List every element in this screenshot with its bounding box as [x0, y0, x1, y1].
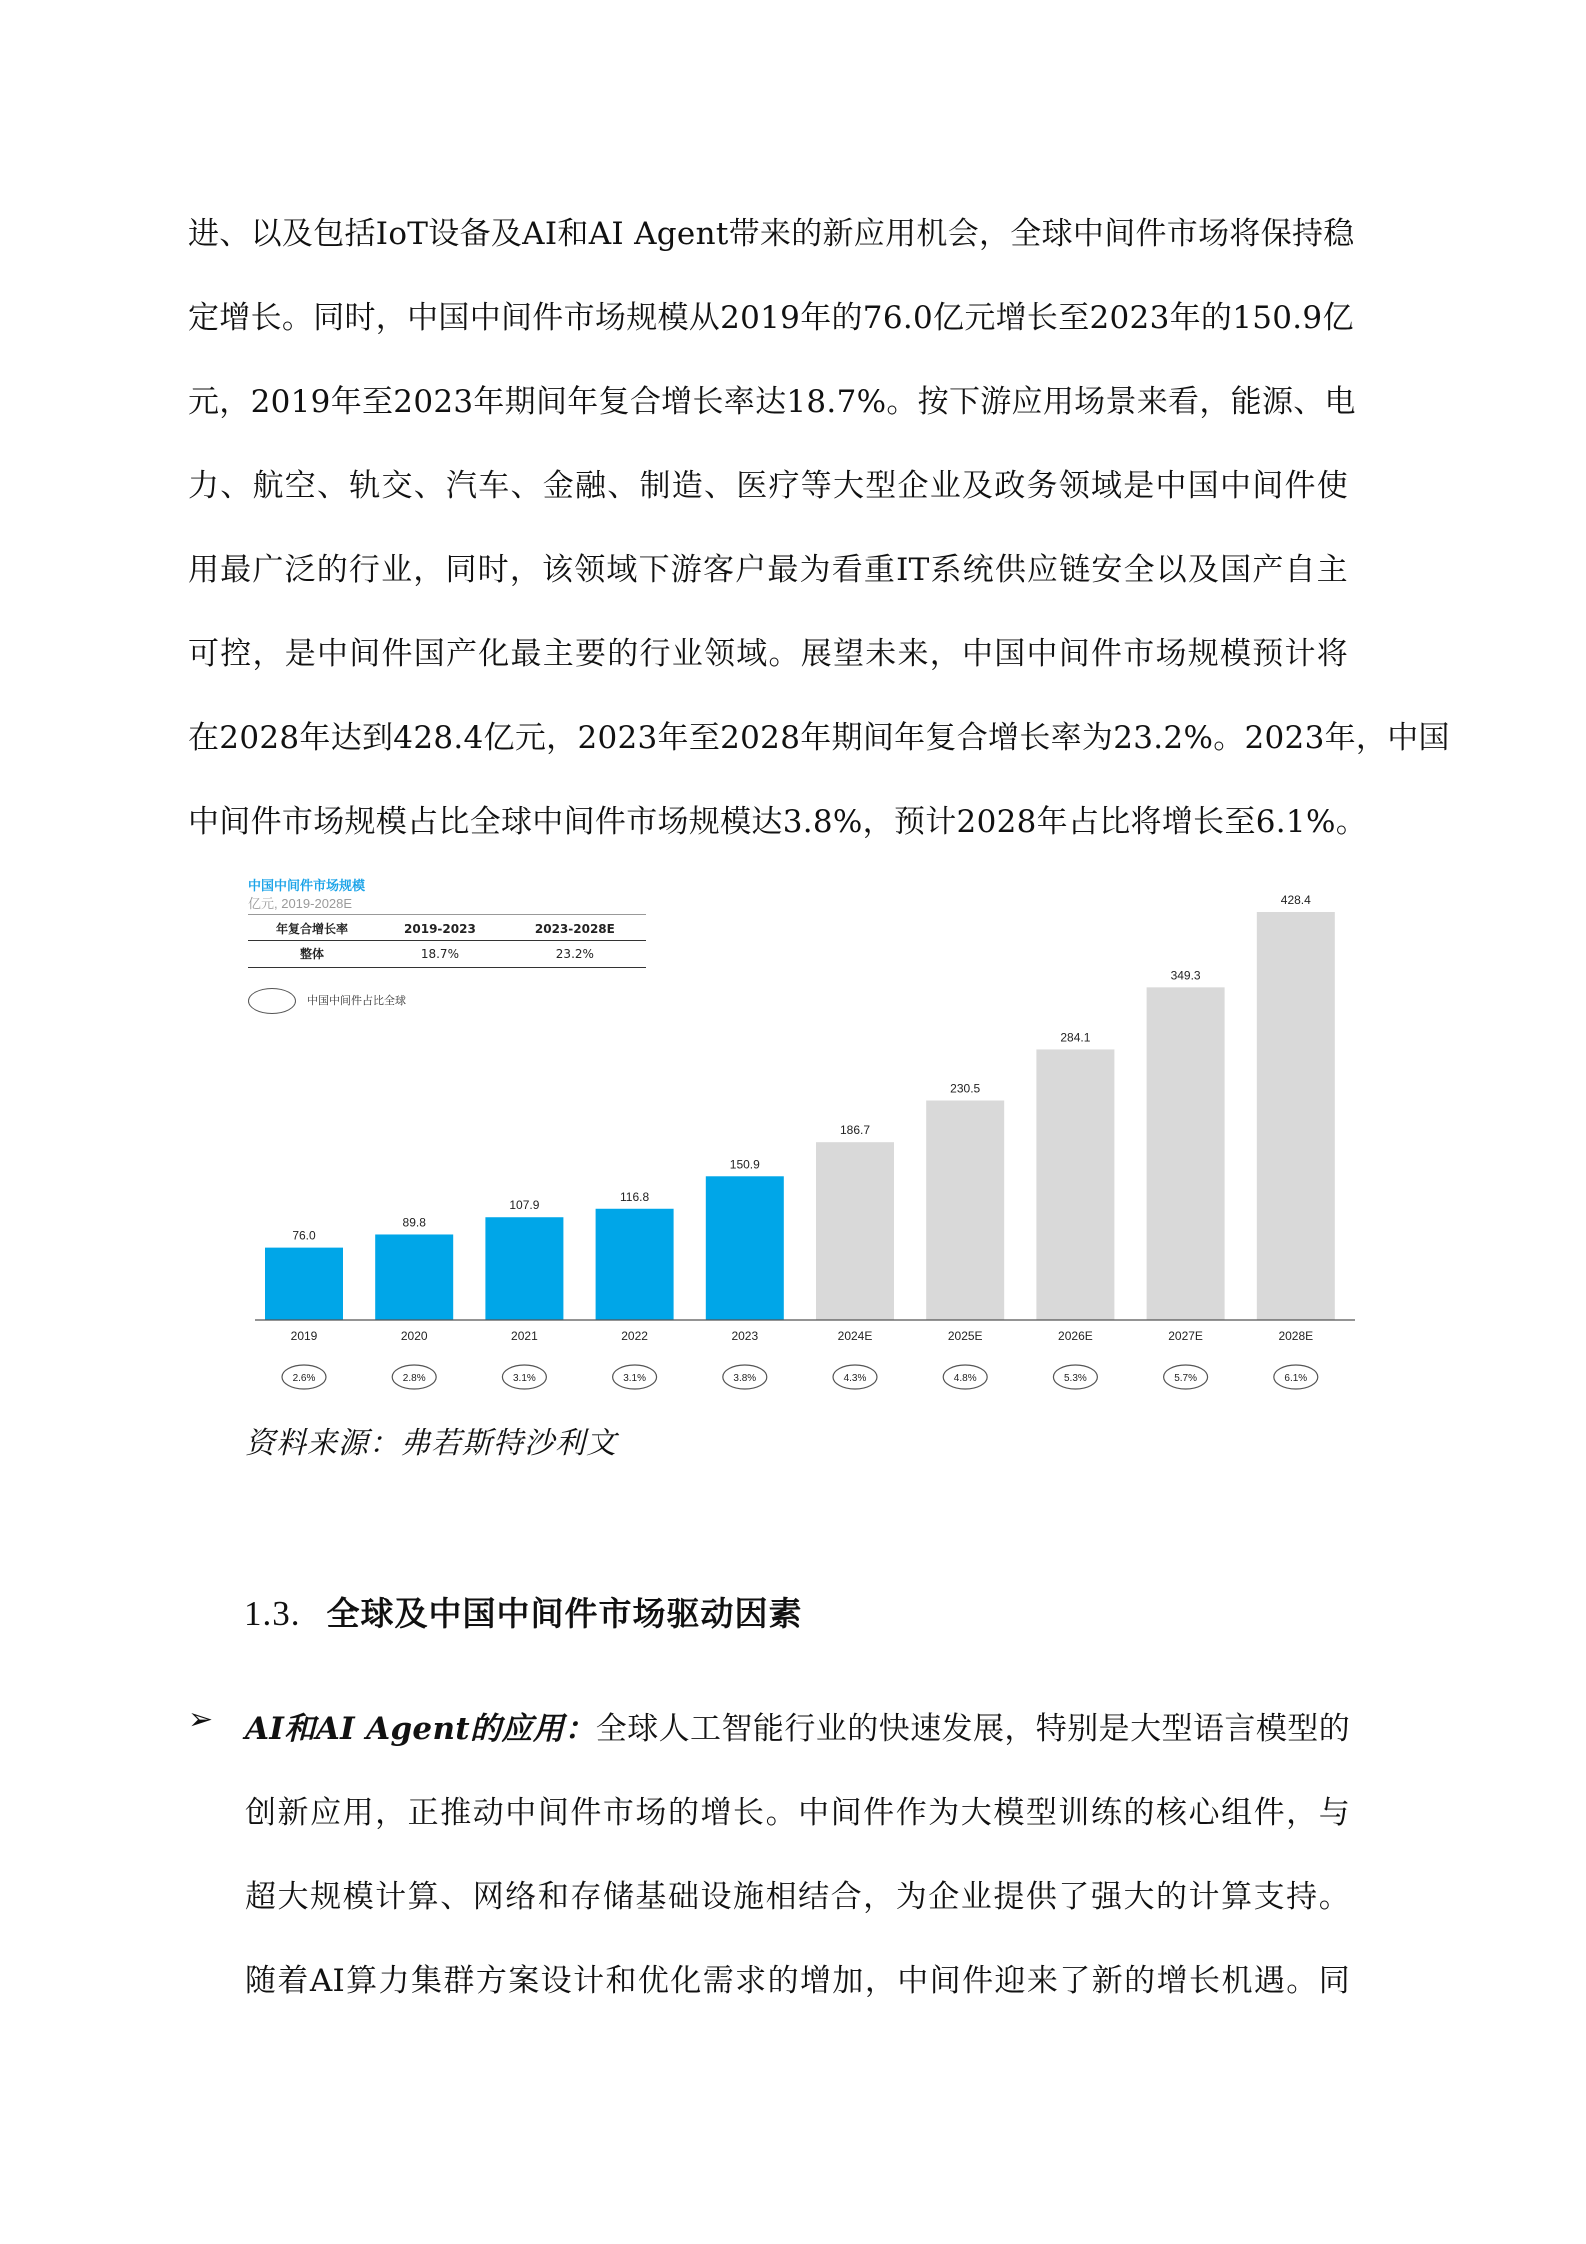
bar-value-label: 76.0 [292, 1228, 316, 1243]
bar-value-label: 230.5 [950, 1081, 981, 1096]
paragraph-line [245, 1687, 1350, 1771]
x-tick-label: 2024E [837, 1329, 873, 1343]
bar-2023 [706, 1176, 784, 1320]
bar-value-label: 89.8 [402, 1215, 426, 1230]
x-tick-label: 2021 [511, 1329, 538, 1343]
paragraph-line: 超大规模计算、网络和存储基础设施相结合，为企业提供了强大的计算支持。 [245, 1879, 1350, 1915]
bar-value-label: 186.7 [839, 1123, 871, 1138]
paragraph-line: 可控，是中间件国产化最主要的行业领域。展望未来，中国中间件市场规模预计将 [188, 636, 1348, 672]
bullet-lead: AI和AI Agent的应用： [245, 1711, 596, 1747]
x-tick-label: 2026E [1058, 1329, 1093, 1343]
x-tick-label: 2020 [400, 1329, 428, 1343]
paragraph-line: 在2028年达到428.4亿元，2023年至2028年期间年复合增长率为23.2%。2023年，中国 [188, 720, 1450, 756]
bullet-paragraph [245, 1687, 1350, 2023]
bar-2024E [816, 1142, 894, 1320]
bar-2027E [1147, 987, 1225, 1320]
paragraph-line: 用最广泛的行业，同时，该领域下游客户最为看重IT系统供应链安全以及国产自主 [188, 552, 1348, 588]
share-label: 6.1% [1284, 1373, 1308, 1384]
share-label: 3.8% [733, 1373, 757, 1384]
bar-value-label: 116.8 [620, 1189, 650, 1204]
share-label: 4.8% [953, 1373, 977, 1384]
share-label: 3.1% [513, 1373, 536, 1384]
x-tick-label: 2023 [731, 1329, 759, 1343]
x-tick-label: 2028E [1278, 1329, 1314, 1343]
bullet-line-rest: 全球人工智能行业的快速发展，特别是大型语言模型的 [595, 1711, 1350, 1747]
bar-2021 [485, 1217, 563, 1320]
legend-label: 中国中间件占比全球 [307, 994, 406, 1007]
paragraph-line: 随着AI算力集群方案设计和优化需求的增加，中间件迎来了新的增长机遇。同 [245, 1963, 1350, 1999]
paragraph-line: 进、以及包括IoT设备及AI和AI Agent带来的新应用机会，全球中间件市场将保持稳 [188, 216, 1355, 252]
share-label: 3.1% [623, 1373, 646, 1384]
market-size-chart [245, 870, 1365, 1410]
bar-value-label: 284.1 [1060, 1030, 1091, 1045]
paragraph-line: 创新应用，正推动中间件市场的增长。中间件作为大模型训练的核心组件，与 [245, 1795, 1350, 1831]
paragraph-line: 定增长。同时，中国中间件市场规模从2019年的76.0亿元增长至2023年的150.9亿 [188, 300, 1354, 336]
chart-title: 中国中间件市场规模 [248, 879, 366, 894]
paragraph-line: 中间件市场规模占比全球中间件市场规模达3.8%，预计2028年占比将增长至6.1%。 [188, 804, 1368, 840]
share-label: 5.3% [1064, 1373, 1087, 1384]
cagr-header: 2019-2023 [376, 915, 504, 941]
bar-value-label: 349.3 [1170, 968, 1201, 983]
share-label: 4.3% [843, 1373, 867, 1384]
bar-2026E [1036, 1049, 1114, 1320]
cagr-value: 18.7% [376, 941, 504, 968]
section-number: 1.3. [244, 1594, 301, 1633]
x-tick-label: 2022 [621, 1329, 648, 1343]
section-title: 全球及中国中间件市场驱动因素 [326, 1594, 803, 1633]
cagr-row-label: 整体 [248, 941, 376, 968]
x-tick-label: 2027E [1168, 1329, 1203, 1343]
chart-source: 资料来源：弗若斯特沙利文 [245, 1426, 617, 1461]
paragraph-line: 元，2019年至2023年期间年复合增长率达18.7%。按下游应用场景来看，能源、电 [188, 384, 1356, 420]
bar-value-label: 107.9 [509, 1198, 540, 1213]
cagr-header: 2023-2028E [504, 915, 646, 941]
bar-2028E [1257, 912, 1335, 1320]
x-tick-label: 2019 [290, 1329, 318, 1343]
cagr-header: 年复合增长率 [248, 915, 376, 941]
bar-value-label: 150.9 [729, 1157, 760, 1172]
cagr-value: 23.2% [504, 941, 646, 968]
bar-2019 [265, 1248, 343, 1320]
bullet-arrow-icon: ➢ [188, 1702, 214, 1737]
paragraph-line: 力、航空、轨交、汽车、金融、制造、医疗等大型企业及政务领域是中国中间件使 [188, 468, 1348, 504]
section-heading [244, 1588, 803, 1635]
bar-2022 [596, 1209, 674, 1320]
share-label: 5.7% [1174, 1373, 1197, 1384]
x-tick-label: 2025E [947, 1329, 983, 1343]
bar-value-label: 428.4 [1280, 893, 1311, 907]
bar-2020 [375, 1234, 453, 1320]
body-paragraph [188, 192, 1450, 864]
share-label: 2.8% [402, 1373, 426, 1384]
share-label: 2.6% [292, 1373, 316, 1384]
chart-subtitle: 亿元, 2019-2028E [248, 896, 353, 911]
bar-chart-svg [245, 870, 1365, 1410]
bar-2025E [926, 1100, 1004, 1320]
